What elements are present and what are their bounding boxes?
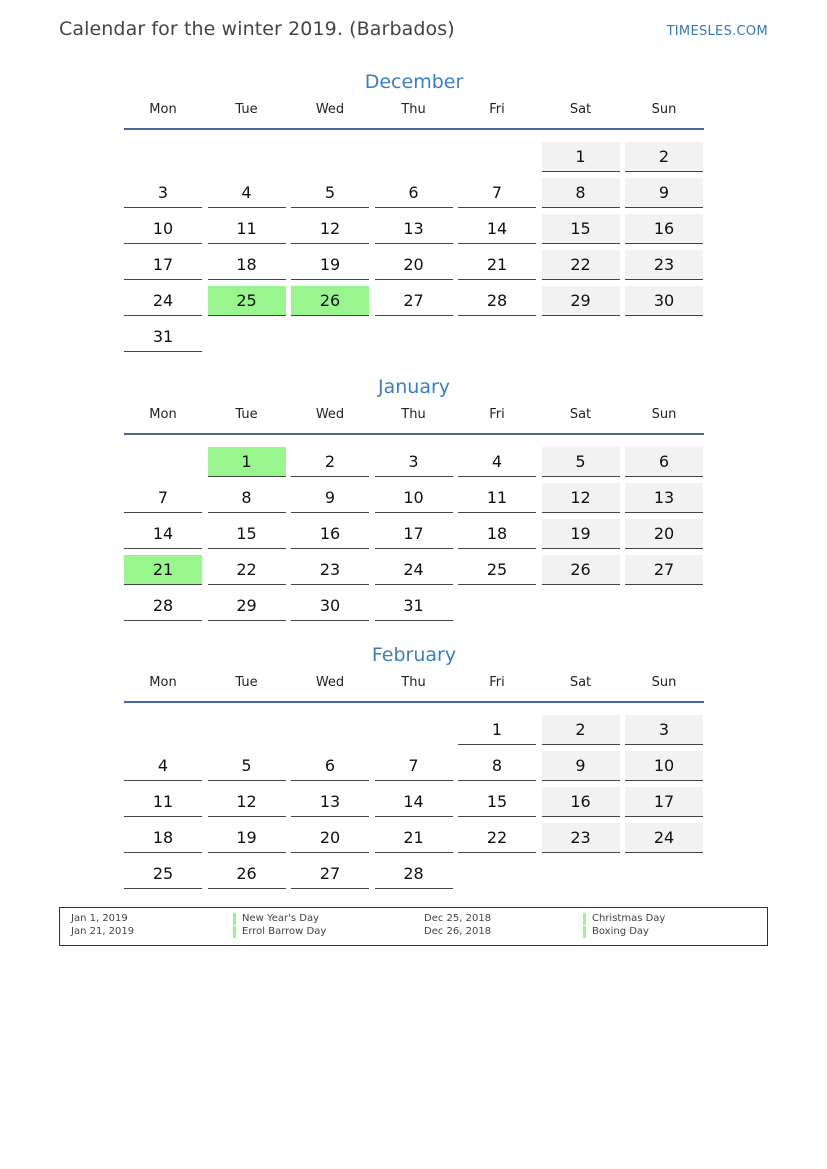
day-cell[interactable]: 24 bbox=[625, 823, 703, 853]
weekday-label: Sun bbox=[651, 102, 677, 117]
day-cell[interactable]: 18 bbox=[208, 250, 286, 280]
day-cell[interactable]: 13 bbox=[291, 787, 369, 817]
day-cell[interactable]: 5 bbox=[542, 447, 620, 477]
weekday-label: Fri bbox=[489, 407, 505, 422]
weekday-label: Mon bbox=[149, 407, 177, 422]
day-cell[interactable]: 29 bbox=[208, 591, 286, 621]
day-cell[interactable]: 11 bbox=[458, 483, 536, 513]
day-cell[interactable]: 17 bbox=[625, 787, 703, 817]
day-cell[interactable]: 8 bbox=[458, 751, 536, 781]
weekday-label: Thu bbox=[401, 407, 426, 422]
legend-date: Jan 1, 2019 bbox=[71, 913, 128, 924]
day-cell[interactable]: 19 bbox=[542, 519, 620, 549]
weekday-label: Wed bbox=[315, 675, 345, 690]
day-cell[interactable]: 22 bbox=[208, 555, 286, 585]
day-cell[interactable]: 15 bbox=[542, 214, 620, 244]
weekday-label: Fri bbox=[489, 102, 505, 117]
month-title: February bbox=[371, 644, 457, 666]
legend-row bbox=[60, 926, 767, 939]
legend-date: Dec 26, 2018 bbox=[424, 926, 492, 937]
day-cell[interactable]: 6 bbox=[625, 447, 703, 477]
day-cell[interactable]: 9 bbox=[542, 751, 620, 781]
month-december bbox=[124, 68, 704, 346]
day-cell[interactable]: 22 bbox=[458, 823, 536, 853]
holiday-day-cell[interactable]: 21 bbox=[124, 555, 202, 585]
weekday-label: Tue bbox=[235, 407, 258, 422]
day-cell[interactable]: 4 bbox=[458, 447, 536, 477]
day-cell[interactable]: 21 bbox=[375, 823, 453, 853]
day-cell[interactable]: 23 bbox=[542, 823, 620, 853]
day-cell[interactable]: 26 bbox=[542, 555, 620, 585]
weekday-header bbox=[124, 100, 704, 130]
day-cell[interactable]: 26 bbox=[208, 859, 286, 889]
day-cell[interactable]: 9 bbox=[625, 178, 703, 208]
day-cell[interactable]: 10 bbox=[124, 214, 202, 244]
day-cell[interactable]: 14 bbox=[458, 214, 536, 244]
day-cell[interactable]: 19 bbox=[291, 250, 369, 280]
weekday-label: Wed bbox=[315, 102, 345, 117]
holiday-day-cell[interactable]: 26 bbox=[291, 286, 369, 316]
weekday-label: Mon bbox=[149, 675, 177, 690]
day-cell[interactable]: 25 bbox=[124, 859, 202, 889]
weekday-label: Fri bbox=[489, 675, 505, 690]
legend-row bbox=[60, 913, 767, 926]
day-cell[interactable]: 20 bbox=[291, 823, 369, 853]
day-cell[interactable]: 12 bbox=[542, 483, 620, 513]
day-cell[interactable]: 5 bbox=[208, 751, 286, 781]
day-cell[interactable]: 15 bbox=[208, 519, 286, 549]
holiday-legend bbox=[59, 907, 768, 946]
site-link[interactable]: TIMESLES.COM bbox=[666, 24, 768, 39]
legend-holiday-name: Christmas Day bbox=[583, 913, 665, 925]
weekday-label: Sun bbox=[651, 407, 677, 422]
day-cell[interactable]: 31 bbox=[124, 322, 202, 352]
day-cell[interactable]: 22 bbox=[542, 250, 620, 280]
day-cell[interactable]: 30 bbox=[625, 286, 703, 316]
day-cell[interactable]: 3 bbox=[625, 715, 703, 745]
weekday-label: Thu bbox=[401, 675, 426, 690]
day-cell[interactable]: 29 bbox=[542, 286, 620, 316]
legend-date: Jan 21, 2019 bbox=[71, 926, 135, 937]
day-cell[interactable]: 24 bbox=[124, 286, 202, 316]
day-cell[interactable]: 23 bbox=[625, 250, 703, 280]
day-cell[interactable]: 18 bbox=[458, 519, 536, 549]
weekday-header bbox=[124, 673, 704, 703]
weekday-label: Wed bbox=[315, 407, 345, 422]
day-cell[interactable]: 31 bbox=[375, 591, 453, 621]
day-cell[interactable]: 19 bbox=[208, 823, 286, 853]
legend-date: Dec 25, 2018 bbox=[424, 913, 492, 924]
day-cell[interactable]: 25 bbox=[458, 555, 536, 585]
day-cell[interactable]: 21 bbox=[458, 250, 536, 280]
day-cell[interactable]: 2 bbox=[625, 142, 703, 172]
day-cell[interactable]: 8 bbox=[542, 178, 620, 208]
day-cell[interactable]: 14 bbox=[375, 787, 453, 817]
page-title: Calendar for the winter 2019. (Barbados) bbox=[59, 18, 455, 40]
day-cell[interactable]: 28 bbox=[124, 591, 202, 621]
legend-holiday-name: New Year's Day bbox=[233, 913, 319, 925]
weekday-label: Thu bbox=[401, 102, 426, 117]
weekday-label: Sun bbox=[651, 675, 677, 690]
day-cell[interactable]: 6 bbox=[291, 751, 369, 781]
day-cell[interactable]: 6 bbox=[375, 178, 453, 208]
month-title: December bbox=[364, 71, 464, 93]
weekday-label: Sat bbox=[569, 102, 592, 117]
day-cell[interactable]: 20 bbox=[375, 250, 453, 280]
weekday-label: Sat bbox=[569, 675, 592, 690]
day-cell[interactable]: 4 bbox=[124, 751, 202, 781]
day-cell[interactable]: 1 bbox=[458, 715, 536, 745]
day-cell[interactable]: 17 bbox=[375, 519, 453, 549]
holiday-day-cell[interactable]: 1 bbox=[208, 447, 286, 477]
holiday-day-cell[interactable]: 25 bbox=[208, 286, 286, 316]
day-cell[interactable]: 10 bbox=[375, 483, 453, 513]
weekday-header bbox=[124, 405, 704, 435]
legend-holiday-name: Boxing Day bbox=[583, 926, 649, 938]
day-cell[interactable]: 24 bbox=[375, 555, 453, 585]
weekday-label: Tue bbox=[235, 102, 258, 117]
weekday-label: Tue bbox=[235, 675, 258, 690]
month-title: January bbox=[377, 376, 451, 398]
day-cell[interactable]: 16 bbox=[542, 787, 620, 817]
day-cell[interactable]: 11 bbox=[124, 787, 202, 817]
day-cell[interactable]: 20 bbox=[625, 519, 703, 549]
day-cell[interactable]: 12 bbox=[208, 787, 286, 817]
weekday-label: Mon bbox=[149, 102, 177, 117]
day-cell[interactable]: 5 bbox=[291, 178, 369, 208]
day-cell[interactable]: 14 bbox=[124, 519, 202, 549]
day-cell[interactable]: 13 bbox=[375, 214, 453, 244]
day-cell[interactable]: 3 bbox=[375, 447, 453, 477]
day-cell[interactable]: 28 bbox=[458, 286, 536, 316]
day-cell[interactable]: 16 bbox=[291, 519, 369, 549]
day-cell[interactable]: 4 bbox=[208, 178, 286, 208]
day-cell[interactable]: 23 bbox=[291, 555, 369, 585]
day-cell[interactable]: 7 bbox=[124, 483, 202, 513]
month-february bbox=[124, 641, 704, 883]
day-cell[interactable]: 1 bbox=[542, 142, 620, 172]
day-cell[interactable]: 9 bbox=[291, 483, 369, 513]
day-cell[interactable]: 3 bbox=[124, 178, 202, 208]
day-cell[interactable]: 7 bbox=[458, 178, 536, 208]
day-cell[interactable]: 2 bbox=[291, 447, 369, 477]
day-cell[interactable]: 8 bbox=[208, 483, 286, 513]
day-cell[interactable]: 28 bbox=[375, 859, 453, 889]
day-cell[interactable]: 27 bbox=[375, 286, 453, 316]
day-cell[interactable]: 7 bbox=[375, 751, 453, 781]
month-january bbox=[124, 373, 704, 615]
day-cell[interactable]: 11 bbox=[208, 214, 286, 244]
day-cell[interactable]: 15 bbox=[458, 787, 536, 817]
day-cell[interactable]: 18 bbox=[124, 823, 202, 853]
day-cell[interactable]: 27 bbox=[291, 859, 369, 889]
day-cell[interactable]: 12 bbox=[291, 214, 369, 244]
day-cell[interactable]: 17 bbox=[124, 250, 202, 280]
legend-holiday-name: Errol Barrow Day bbox=[233, 926, 326, 938]
day-cell[interactable]: 13 bbox=[625, 483, 703, 513]
day-cell[interactable]: 16 bbox=[625, 214, 703, 244]
weekday-label: Sat bbox=[569, 407, 592, 422]
day-cell[interactable]: 2 bbox=[542, 715, 620, 745]
day-cell[interactable]: 27 bbox=[625, 555, 703, 585]
day-cell[interactable]: 10 bbox=[625, 751, 703, 781]
day-cell[interactable]: 30 bbox=[291, 591, 369, 621]
